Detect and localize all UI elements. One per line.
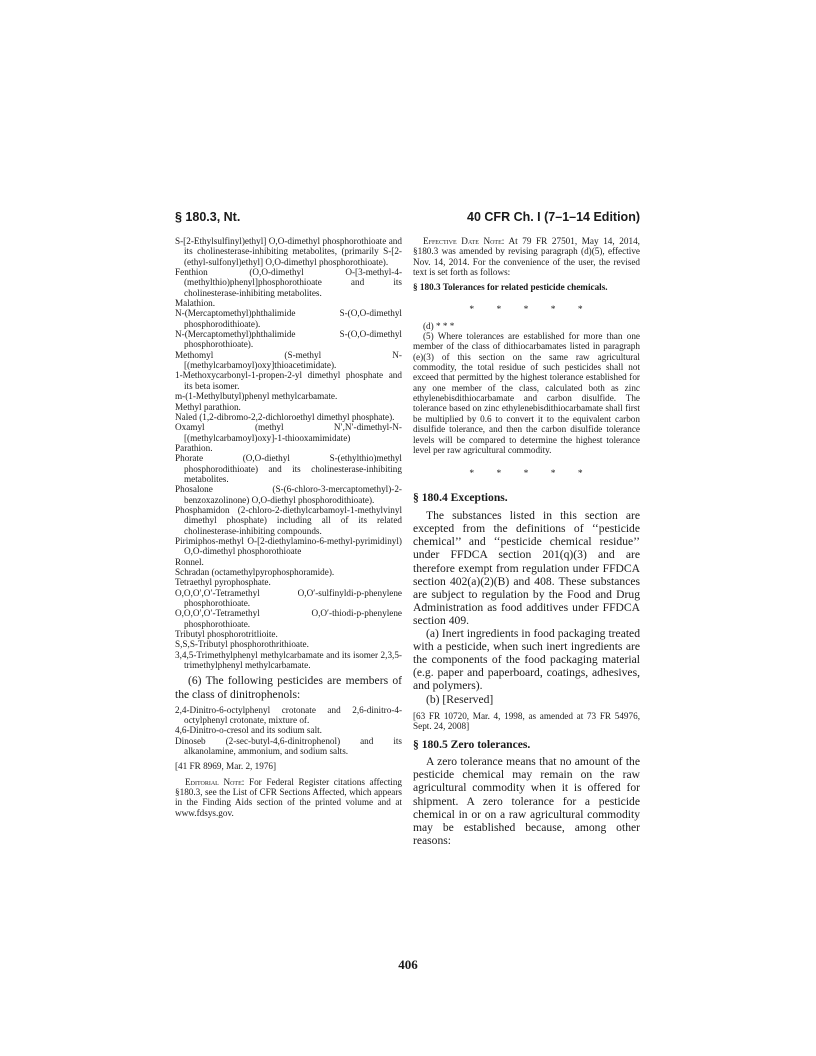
effective-date-note (413, 236, 640, 277)
ellipsis-stars: * * * * * (469, 304, 584, 315)
list-item: Schradan (octamethylpyrophosphoramide). (175, 567, 335, 577)
editorial-note (175, 777, 402, 818)
list-item: 3,4,5-Trimethylphenyl methylcarbamate and its isomer 2,3,5-trimethylphenyl methylcarbamate. (175, 649, 402, 671)
list-item: m-(1-Methylbutyl)phenyl methylcarbamate. (175, 391, 338, 402)
editorial-note-label: Editorial Note: (185, 776, 245, 787)
left-column (175, 236, 402, 818)
section-180-5-heading: § 180.5 Zero tolerances. (413, 738, 531, 752)
right-column (413, 236, 640, 847)
list-item: S,S,S-Tributyl phosphorothrithioate. (175, 639, 309, 650)
list-item: O,O,O′,O′-Tetramethyl O,O′-sulfinyldi-p-phenylene phosphorothioate. (175, 587, 402, 609)
paragraph-d5: (5) Where tolerances are established for more than one member of the class of dithiocarbamates listed in paragraph (e)(3) of this section on the same raw agricultural commodity, the total residue of such pesticides shall not exceed that permitted by the highest tolerance established for any one member of the class, calculated both as zinc ethylenebisdithiocarbamate and carbon disulfide. The tolerance based on zinc ethylenebisdithiocarbamate shall first be multiplied by 0.6 to convert it to the equivalent carbon disulfide tolerance, and then the carbon disulfide tolerance levels will be compared to determine the highest tolerance level per raw agricultural commodity. (413, 331, 640, 455)
list-item: Dinoseb (2-sec-butyl-4,6-dinitrophenol) and its alkanolamine, ammonium, and sodium salts. (175, 735, 402, 756)
section-180-5-intro: A zero tolerance means that no amount of the pesticide chemical may remain on the raw agricultural commodity when it is offered for shipment. A zero tolerance for a pesticide chemical in or on a raw agricultural commodity may be established because, among other reasons: (413, 755, 640, 847)
effective-date-text: At 79 FR 27501, May 14, 2014, §180.3 was amended by revising paragraph (d)(5), effective Nov. 14, 2014. For the convenience of the user, the revised text is set forth as follows: (413, 236, 640, 278)
section-180-4-b: (b) [Reserved] (426, 692, 494, 706)
effective-date-label: Effective Date Note: (423, 236, 505, 246)
pesticide-list (175, 236, 402, 670)
list-item: N-(Mercaptomethyl)phthalimide S-(O,O-dimethyl phosphorothioate). (175, 329, 402, 350)
list-item: S-[2-Ethylsulfinyl)ethyl] O,O-dimethyl phosphorothioate and its cholinesterase-inhibiting metabolites, (primarily S-[2-(ethyl-sulfonyl)ethyl] O,O-dimethyl phosphorothioate). (175, 236, 402, 267)
list-item: Methyl parathion. (175, 401, 241, 412)
list-item: Tributyl phosphorotritlioite. (175, 629, 278, 640)
paragraph-d: (d) * * * (423, 320, 455, 331)
list-item: Methomyl (S-methyl N-[(methylcarbamoyl)oxy]thioacetimidate). (175, 349, 402, 371)
section-180-3-heading: § 180.3 Tolerances for related pesticide chemicals. (413, 282, 608, 293)
page-number: 406 (398, 957, 418, 972)
section-header: § 180.3, Nt. (175, 210, 241, 224)
list-item: 2,4-Dinitro-6-octylphenyl crotonate and 2,6-dinitro-4-octylphenyl crotonate, mixture of. (175, 704, 402, 725)
ellipsis-stars: * * * * * (469, 469, 584, 480)
section-180-4-citation: [63 FR 10720, Mar. 4, 1998, as amended at 73 FR 54976, Sept. 24, 2008] (413, 710, 640, 731)
editorial-note-text: For Federal Register citations affecting §180.3, see the List of CFR Sections Affected, which appears in the Finding Aids section of the printed volume and at www.fdsys.gov. (175, 776, 403, 818)
list-item: Oxamyl (methyl N′,N′-dimethyl-N-[(methylcarbamoyl)oxy]-1-thiooxamimidate) (175, 422, 402, 443)
list-item: O,O,O′,O′-Tetramethyl O,O′-thiodi-p-phenylene phosphorothioate. (175, 608, 402, 629)
section-180-4-intro: The substances listed in this section are excepted from the definitions of ‘‘pesticide chemical’’ and ‘‘pesticide chemical residue’’ under FFDCA section 201(q)(3) and are therefore exempt from regulation under FFDCA section 402(a)(2)(B) and 408. These substances are subject to regulation by the Food and Drug Administration as food additives under FFDCA section 409. (413, 509, 640, 627)
list-item: 1-Methoxycarbonyl-1-propen-2-yl dimethyl phosphate and its beta isomer. (175, 370, 402, 391)
list-item: Pirimiphos-methyl O-[2-diethylamino-6-methyl-pyrimidinyl) O,O-dimethyl phosphorothioate (175, 535, 402, 557)
list-item: Phosalone (S-(6-chloro-3-mercaptomethyl)-2-benzoxazolinone) O,O-diethyl phosphorodithioate). (175, 484, 402, 505)
list-item: 4,6-Dinitro-o-cresol and its sodium salt. (175, 725, 322, 736)
paragraph-6: (6) The following pesticides are members of the class of dinitrophenols: (175, 674, 402, 701)
list-item: Naled (1,2-dibromo-2,2-dichloroethyl dimethyl phosphate). (175, 411, 395, 422)
list-item: Fenthion (O,O-dimethyl O-[3-methyl-4-(methylthio)phenyl]phosphorothioate and its cholinesterase-inhibiting metabolites. (175, 267, 402, 298)
list-item: Malathion. (175, 298, 216, 309)
section-180-4-heading: § 180.4 Exceptions. (413, 491, 508, 505)
running-header (175, 210, 640, 226)
list-item: Phorate (O,O-diethyl S-(ethylthio)methyl phosphorodithioate) and its cholinesterase-inhibiting metabolites. (175, 453, 402, 484)
list-item: Phosphamidon (2-chloro-2-diethylcarbamoyl-1-methylvinyl dimethyl phosphate) including all of its related cholinesterase-inhibiting compounds. (175, 504, 402, 536)
list-item: Parathion. (175, 442, 213, 453)
citation: [41 FR 8969, Mar. 2, 1976] (175, 761, 277, 772)
list-item: Tetraethyl pyrophosphate. (175, 577, 271, 588)
list-item: Ronnel. (175, 556, 204, 567)
list-item: N-(Mercaptomethyl)phthalimide S-(O,O-dimethyl phosphorodithioate). (175, 308, 402, 329)
cfr-header: 40 CFR Ch. I (7–1–14 Edition) (467, 210, 640, 224)
dinitrophenol-list (175, 705, 402, 757)
section-180-4-a: (a) Inert ingredients in food packaging treated with a pesticide, when such inert ingredients are the components of the food packaging material (e.g. paper and paperboard, coatings, adhesives, and polymers). (413, 627, 640, 693)
